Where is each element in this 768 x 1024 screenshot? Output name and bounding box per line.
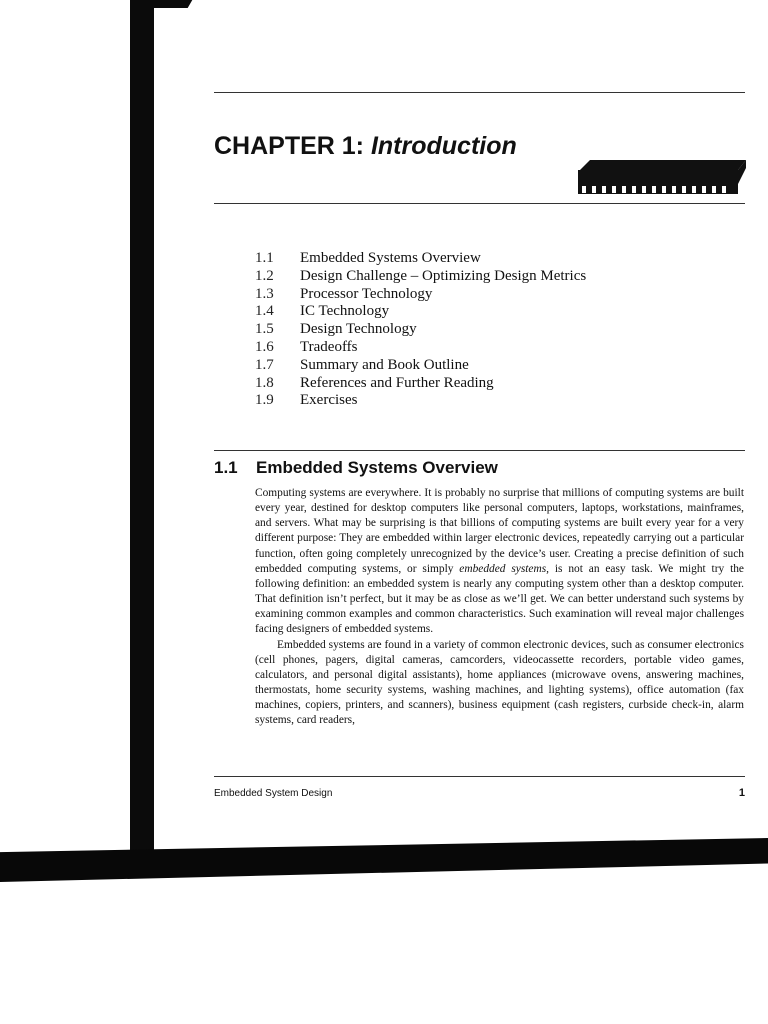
toc-item <box>255 321 586 339</box>
toc-number: 1.6 <box>255 338 274 355</box>
toc-item <box>255 268 586 286</box>
binding-corner <box>148 0 193 8</box>
section-title: Embedded Systems Overview <box>256 458 498 477</box>
section-number: 1.1 <box>214 458 238 477</box>
toc-number: 1.1 <box>255 250 274 266</box>
toc-item <box>255 339 586 357</box>
toc-title: References and Further Reading <box>300 374 494 391</box>
toc-title: Design Technology <box>300 321 417 338</box>
toc-number: 1.4 <box>255 303 274 320</box>
page-number: 1 <box>738 787 745 799</box>
toc-item <box>255 286 586 304</box>
paragraph-text: Computing systems are everywhere. It is probably no surprise that millions of computing systems are built every year, destined for desktop computers like personal computers, laptops, workstations, mainframes, and servers. What may be surprising is that billions of computing systems are built every year for a very different purpose: They are embedded within larger electronic devices, repeatedly carrying out a particular function, often going completely unrecognized by the device’s user. Creating a precise definition of such embedded computing systems, or simply <box>255 487 744 575</box>
toc-number: 1.7 <box>255 356 274 373</box>
toc-title: Design Challenge – Optimizing Design Metrics <box>300 267 587 284</box>
toc-title: Embedded Systems Overview <box>300 250 481 266</box>
toc-number: 1.5 <box>255 321 274 338</box>
toc-item <box>255 357 586 375</box>
chapter-title <box>214 132 517 161</box>
section-body <box>255 486 744 729</box>
toc-title: Summary and Book Outline <box>300 356 469 373</box>
section-rule <box>214 450 745 451</box>
toc-item <box>255 375 586 393</box>
toc-item <box>255 392 586 410</box>
scan-bottom-edge <box>0 838 768 882</box>
book-binding-shadow <box>130 0 154 855</box>
toc-number: 1.3 <box>255 285 274 302</box>
toc-item <box>255 303 586 321</box>
toc-title: IC Technology <box>300 303 390 320</box>
toc-number: 1.2 <box>255 267 274 284</box>
paragraph <box>255 486 744 638</box>
toc-title: Exercises <box>300 392 358 409</box>
chapter-contents <box>255 250 586 410</box>
top-rule <box>214 92 745 93</box>
chip-graphic-icon <box>574 158 746 200</box>
title-underline <box>214 203 745 204</box>
chapter-name: Introduction <box>370 132 517 160</box>
toc-title: Processor Technology <box>300 285 433 302</box>
running-footer-title: Embedded System Design <box>214 788 333 799</box>
paragraph: Embedded systems are found in a variety of common electronic devices, such as consumer electronics (cell phones, pagers, digital cameras, camcorders, videocassette recorders, portable video games, calculators, and personal digital assistants), home appliances (microwave ovens, answering machines, thermostats, home security systems, washing machines, and lighting systems), office automation (fax machines, copiers, printers, and scanners), business equipment (cash registers, curbside check-in, alarm systems, card readers, <box>255 638 744 727</box>
toc-title: Tradeoffs <box>300 338 358 355</box>
section-heading <box>214 458 498 478</box>
paragraph-text: is not an easy task. We might try the following definition: an embedded system is nearly any computing system other than a desktop computer. That definition isn’t perfect, but it may be as close as we’ll get. We can better understand such systems by examining common examples and common characteristics. Such examination will reveal major challenges facing designers of embedded systems. <box>255 562 744 636</box>
toc-item <box>255 250 586 268</box>
toc-number: 1.8 <box>255 374 274 391</box>
emphasis-term: embedded systems, <box>459 562 549 575</box>
chapter-number: CHAPTER 1: <box>214 132 365 160</box>
toc-number: 1.9 <box>255 392 274 409</box>
footer-rule <box>214 776 745 777</box>
